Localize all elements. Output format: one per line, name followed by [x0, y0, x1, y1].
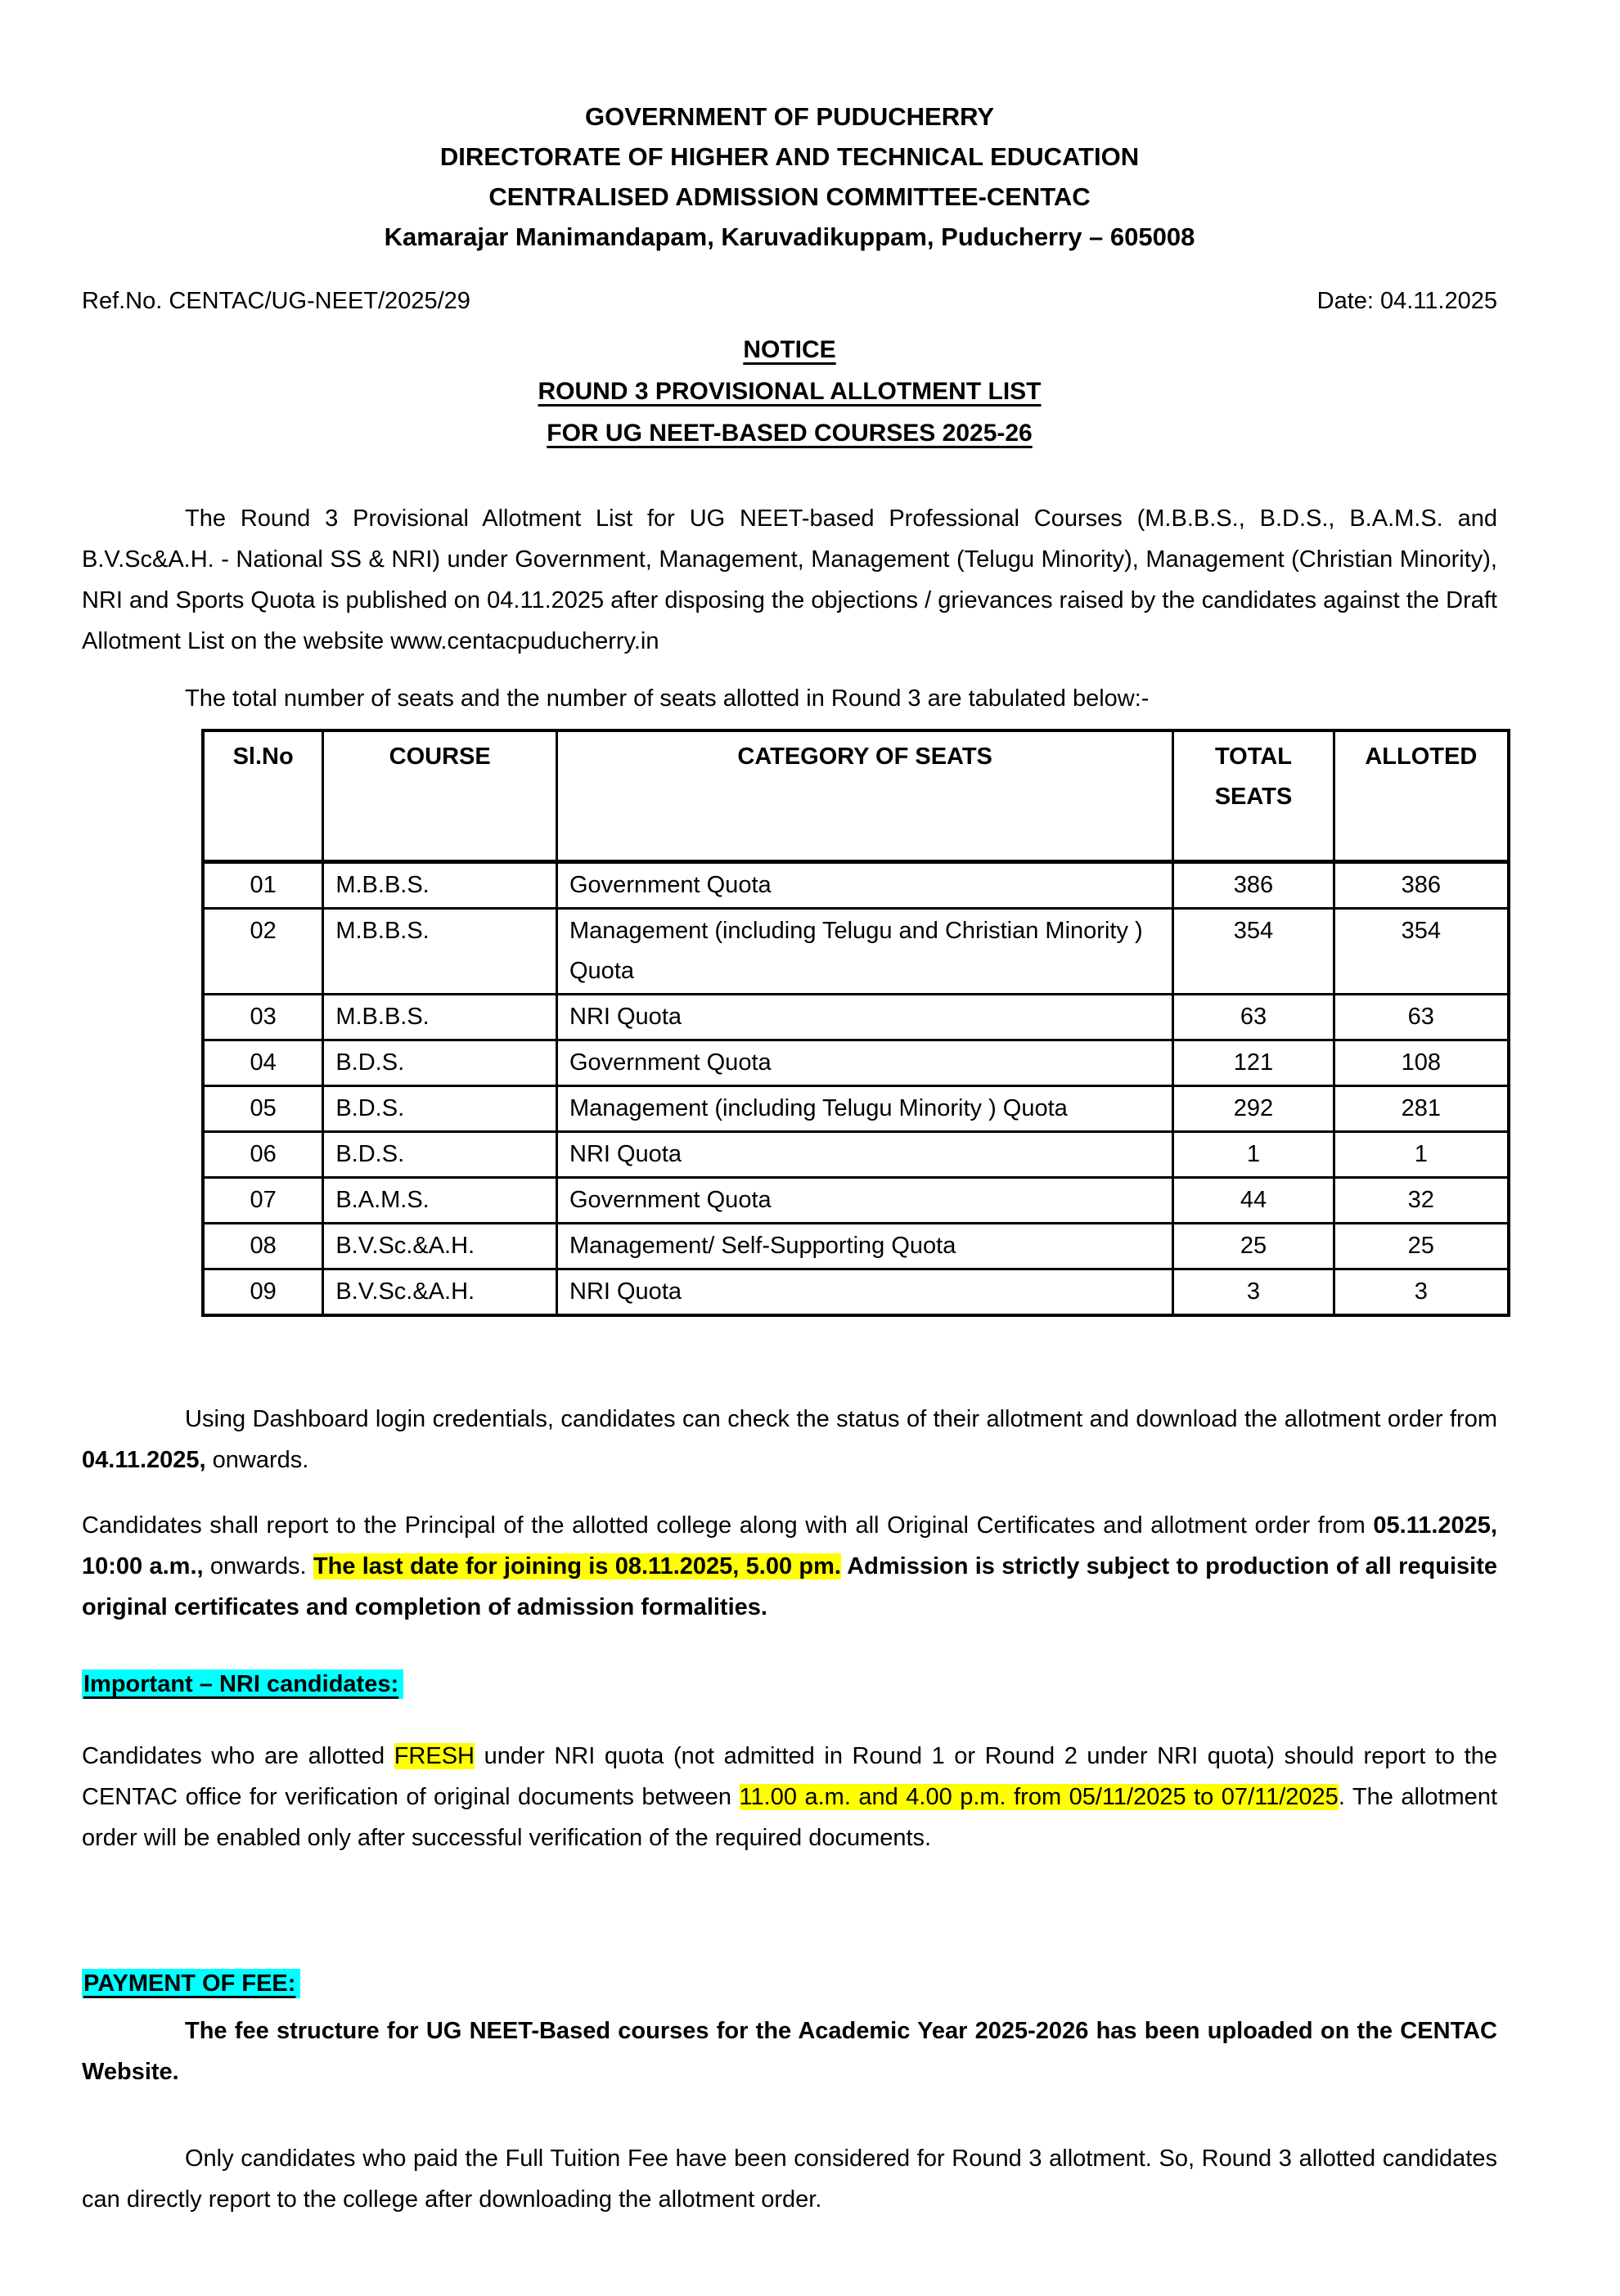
notice-subtitle-2: FOR UG NEET-BASED COURSES 2025-26 — [547, 420, 1033, 447]
payment-section-heading — [82, 1963, 1497, 2004]
text-segment: The Round 3 Provisional Allotment List for UG NEET-based Professional Courses (M.B.B.S., B.D.S., B.A.M.S. and B.V.Sc&A.H. - National SS & NRI) under Government, Management, Management (Telugu Minority), Management (Christian Minority), NRI and Sports Quota is published on 04.11.2025 after disposing the objections / grievances raised by the candidates against the Draft Allotment List on the website www.centacpuducherry.in — [82, 505, 1497, 654]
text-segment: 05.11.2025, 10:00 a.m., — [82, 1512, 1497, 1579]
allotment-table — [201, 729, 1510, 1317]
table-cell: 354 — [1173, 909, 1334, 995]
table-cell: M.B.B.S. — [323, 909, 557, 995]
table-cell: 292 — [1173, 1086, 1334, 1132]
table-column-header: COURSE — [323, 730, 557, 862]
table-cell: B.V.Sc.&A.H. — [323, 1224, 557, 1269]
table-cell: 04 — [203, 1040, 323, 1086]
text-segment: 11.00 a.m. and 4.00 p.m. from 05/11/2025 to 07/11/2025 — [739, 1784, 1339, 1810]
table-cell: 44 — [1173, 1178, 1334, 1224]
table-cell: B.D.S. — [323, 1086, 557, 1132]
text-segment: under NRI quota (not admitted in Round 1 or Round 2 under NRI quota) should report to the CENTAC office for verification of original documents between — [82, 1743, 1497, 1810]
table-cell: Government Quota — [557, 1178, 1173, 1224]
table-column-header: ALLOTED — [1334, 730, 1509, 862]
directorate-name: DIRECTORATE OF HIGHER AND TECHNICAL EDUCATION — [439, 142, 1140, 171]
table-cell: 1 — [1173, 1132, 1334, 1178]
table-row — [203, 909, 1509, 995]
table-cell: B.A.M.S. — [323, 1178, 557, 1224]
table-cell: 05 — [203, 1086, 323, 1132]
table-row — [203, 1086, 1509, 1132]
office-address: Kamarajar Manimandapam, Karuvadikuppam, Puducherry – 605008 — [384, 222, 1195, 251]
table-cell: Government Quota — [557, 1040, 1173, 1086]
table-row — [203, 1132, 1509, 1178]
table-cell: 03 — [203, 995, 323, 1040]
table-cell: 06 — [203, 1132, 323, 1178]
text-segment: The last date for joining is 08.11.2025, 5.00 pm. — [313, 1553, 841, 1579]
table-cell: 3 — [1334, 1269, 1509, 1316]
intro-paragraph — [82, 498, 1497, 662]
table-cell: Government Quota — [557, 862, 1173, 909]
table-cell: 07 — [203, 1178, 323, 1224]
government-name: GOVERNMENT OF PUDUCHERRY — [584, 102, 995, 131]
table-cell: B.D.S. — [323, 1132, 557, 1178]
text-segment: Candidates shall report to the Principal of the allotted college along with all Original Certificates and allotment order from — [82, 1512, 1374, 1539]
nri-paragraph — [82, 1736, 1497, 1858]
table-cell: B.D.S. — [323, 1040, 557, 1086]
text-segment: Only candidates who paid the Full Tuition Fee have been considered for Round 3 allotment. So, Round 3 allotted candidates can directly report to the college after downloading the allotment order. — [82, 2145, 1497, 2213]
nri-section-heading — [82, 1664, 1497, 1705]
reference-line — [82, 285, 1497, 317]
table-cell: 3 — [1173, 1269, 1334, 1316]
table-column-header: CATEGORY OF SEATS — [557, 730, 1173, 862]
table-row — [203, 995, 1509, 1040]
table-cell: 281 — [1334, 1086, 1509, 1132]
text-segment: The fee structure for UG NEET-Based courses for the Academic Year 2025-2026 has been uploaded on the CENTAC Website. — [82, 2018, 1497, 2085]
text-segment: onwards. — [203, 1553, 313, 1579]
notice-date: Date: 04.11.2025 — [1316, 288, 1497, 314]
table-intro-line: The total number of seats and the number of seats allotted in Round 3 are tabulated below:- — [185, 685, 1150, 712]
table-cell: 1 — [1334, 1132, 1509, 1178]
table-cell: 25 — [1173, 1224, 1334, 1269]
table-cell: 108 — [1334, 1040, 1509, 1086]
fee-paragraph — [82, 2011, 1497, 2092]
table-cell: NRI Quota — [557, 1132, 1173, 1178]
committee-name: CENTRALISED ADMISSION COMMITTEE-CENTAC — [488, 182, 1091, 211]
table-cell: NRI Quota — [557, 1269, 1173, 1316]
table-cell: 63 — [1173, 995, 1334, 1040]
table-row — [203, 1040, 1509, 1086]
table-row — [203, 862, 1509, 909]
table-cell: 63 — [1334, 995, 1509, 1040]
text-segment: FRESH — [394, 1743, 475, 1769]
table-row — [203, 1224, 1509, 1269]
table-column-header: TOTAL SEATS — [1173, 730, 1334, 862]
table-cell: M.B.B.S. — [323, 995, 557, 1040]
table-cell: 354 — [1334, 909, 1509, 995]
table-column-header: Sl.No — [203, 730, 323, 862]
table-cell: 02 — [203, 909, 323, 995]
table-cell: 25 — [1334, 1224, 1509, 1269]
text-segment: Important – NRI candidates: — [82, 1669, 403, 1699]
table-cell: NRI Quota — [557, 995, 1173, 1040]
reference-number: Ref.No. CENTAC/UG-NEET/2025/29 — [82, 288, 470, 314]
notice-title: NOTICE — [743, 336, 836, 363]
notice-heading — [82, 329, 1497, 454]
table-cell: 01 — [203, 862, 323, 909]
table-cell: 121 — [1173, 1040, 1334, 1086]
table-cell: 08 — [203, 1224, 323, 1269]
table-cell: Management/ Self-Supporting Quota — [557, 1224, 1173, 1269]
table-row — [203, 1178, 1509, 1224]
table-cell: M.B.B.S. — [323, 862, 557, 909]
letterhead — [82, 97, 1497, 257]
table-cell: 09 — [203, 1269, 323, 1316]
table-cell: Management (including Telugu Minority ) Quota — [557, 1086, 1173, 1132]
table-cell: B.V.Sc.&A.H. — [323, 1269, 557, 1316]
table-cell: Management (including Telugu and Christian Minority ) Quota — [557, 909, 1173, 995]
text-segment: Candidates who are allotted — [82, 1743, 394, 1769]
text-segment: Using Dashboard login credentials, candidates can check the status of their allotment and download the allotment order from — [185, 1406, 1497, 1432]
table-row — [203, 1269, 1509, 1316]
notice-subtitle-1: ROUND 3 PROVISIONAL ALLOTMENT LIST — [538, 378, 1042, 405]
text-segment: PAYMENT OF FEE: — [82, 1969, 300, 1998]
dashboard-paragraph — [82, 1399, 1497, 1480]
text-segment: onwards. — [205, 1447, 309, 1473]
text-segment: 04.11.2025, — [82, 1447, 206, 1473]
table-cell: 32 — [1334, 1178, 1509, 1224]
round3-paragraph — [82, 2138, 1497, 2220]
table-cell: 386 — [1334, 862, 1509, 909]
reporting-paragraph — [82, 1505, 1497, 1628]
table-cell: 386 — [1173, 862, 1334, 909]
text-segment: Admission is strictly subject to production of all requisite original certificates and completion of admission formalities. — [82, 1553, 1497, 1620]
text-segment: . The allotment order will be enabled only after successful verification of the required documents. — [82, 1784, 1497, 1851]
table-header-row — [203, 730, 1509, 862]
